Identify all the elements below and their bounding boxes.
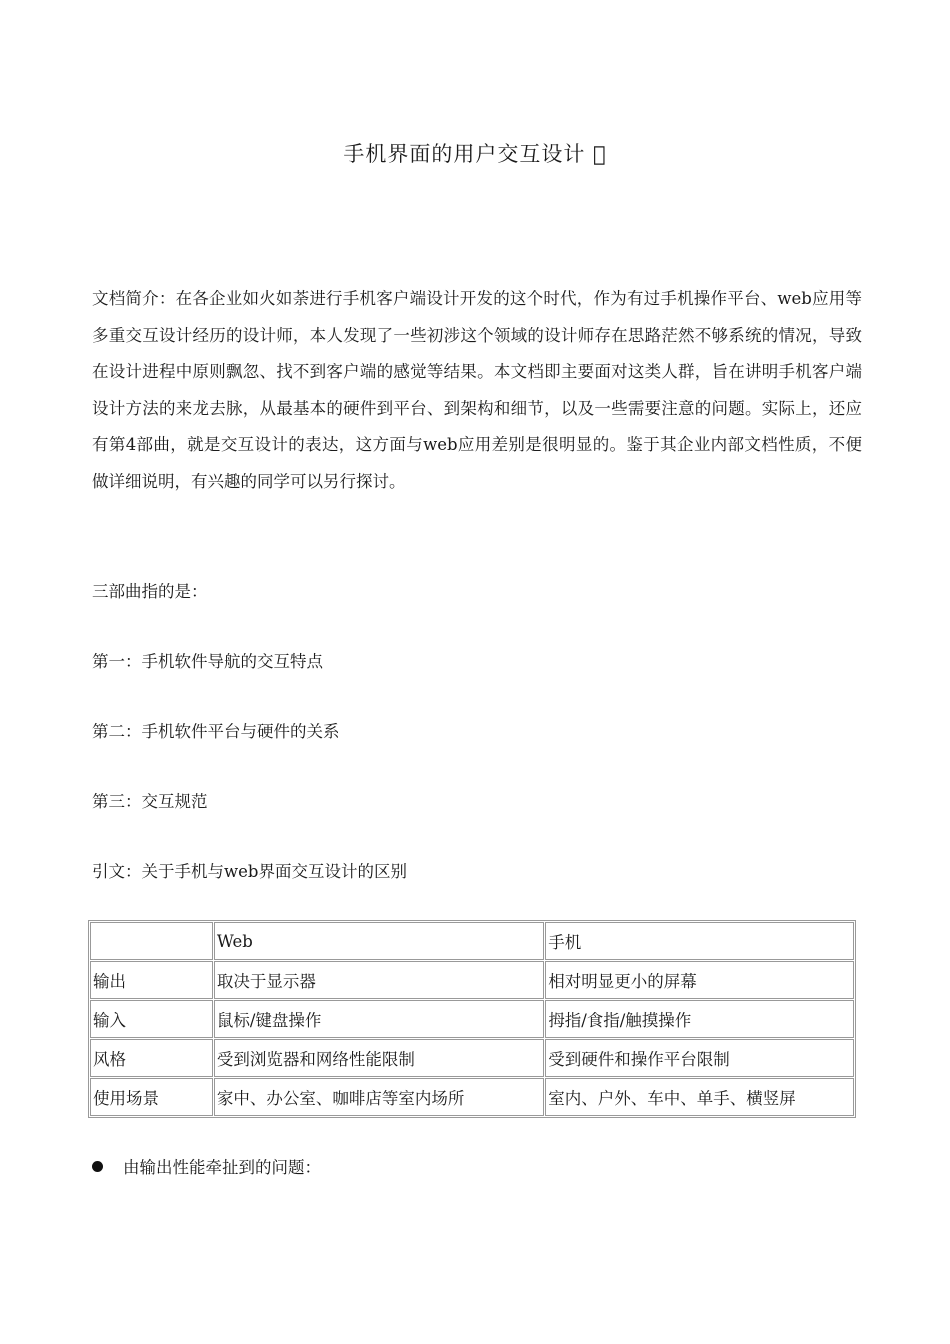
table-header-cell <box>90 922 213 960</box>
bullet-item <box>92 1154 321 1178</box>
quote-heading: 引文：关于手机与web界面交互设计的区别 <box>92 862 407 881</box>
table-cell: 受到硬件和操作平台限制 <box>545 1039 854 1077</box>
table-cell: 拇指/食指/触摸操作 <box>545 1000 854 1038</box>
table-row <box>90 961 854 999</box>
trilogy-heading: 三部曲指的是： <box>92 582 208 601</box>
part-one: 第一：手机软件导航的交互特点 <box>92 652 323 671</box>
intro-paragraph: 文档简介：在各企业如火如荼进行手机客户端设计开发的这个时代，作为有过手机操作平台、web应用等多重交互设计经历的设计师，本人发现了一些初涉这个领域的设计师存在思路茫然不够系统的情况，导致在设计进程中原则飘忽、找不到客户端的感觉等结果。本文档即主要面对这类人群，旨在讲明手机客户端设计方法的来龙去脉，从最基本的硬件到平台、到架构和细节，以及一些需要注意的问题。实际上，还应有第4部曲，就是交互设计的表达，这方面与web应用差别是很明显的。鉴于其企业内部文档性质，不便做详细说明，有兴趣的同学可以另行探讨。 <box>92 289 862 491</box>
table-header-cell: 手机 <box>545 922 854 960</box>
table-cell: 室内、户外、车中、单手、横竖屏 <box>545 1078 854 1116</box>
table-row <box>90 1078 854 1116</box>
table-cell: 风格 <box>90 1039 213 1077</box>
table-row <box>90 1039 854 1077</box>
document-title: 手机界面的用户交互设计 <box>354 142 596 166</box>
bullet-icon <box>92 1161 103 1172</box>
table-cell: 输入 <box>90 1000 213 1038</box>
table-cell: 取决于显示器 <box>214 961 544 999</box>
part-two: 第二：手机软件平台与硬件的关系 <box>92 722 340 741</box>
table-cell: 受到浏览器和网络性能限制 <box>214 1039 544 1077</box>
table-row <box>90 1000 854 1038</box>
part-three: 第三：交互规范 <box>92 792 208 811</box>
table-cell: 输出 <box>90 961 213 999</box>
table-header-cell: Web <box>214 922 544 960</box>
table-cell: 相对明显更小的屏幕 <box>545 961 854 999</box>
table-cell: 使用场景 <box>90 1078 213 1116</box>
table-cell: 家中、办公室、咖啡店等室内场所 <box>214 1078 544 1116</box>
table-cell: 鼠标/键盘操作 <box>214 1000 544 1038</box>
comparison-table <box>88 920 856 1118</box>
bullet-text: 由输出性能牵扯到的问题： <box>123 1158 321 1177</box>
table-header-row <box>90 922 854 960</box>
